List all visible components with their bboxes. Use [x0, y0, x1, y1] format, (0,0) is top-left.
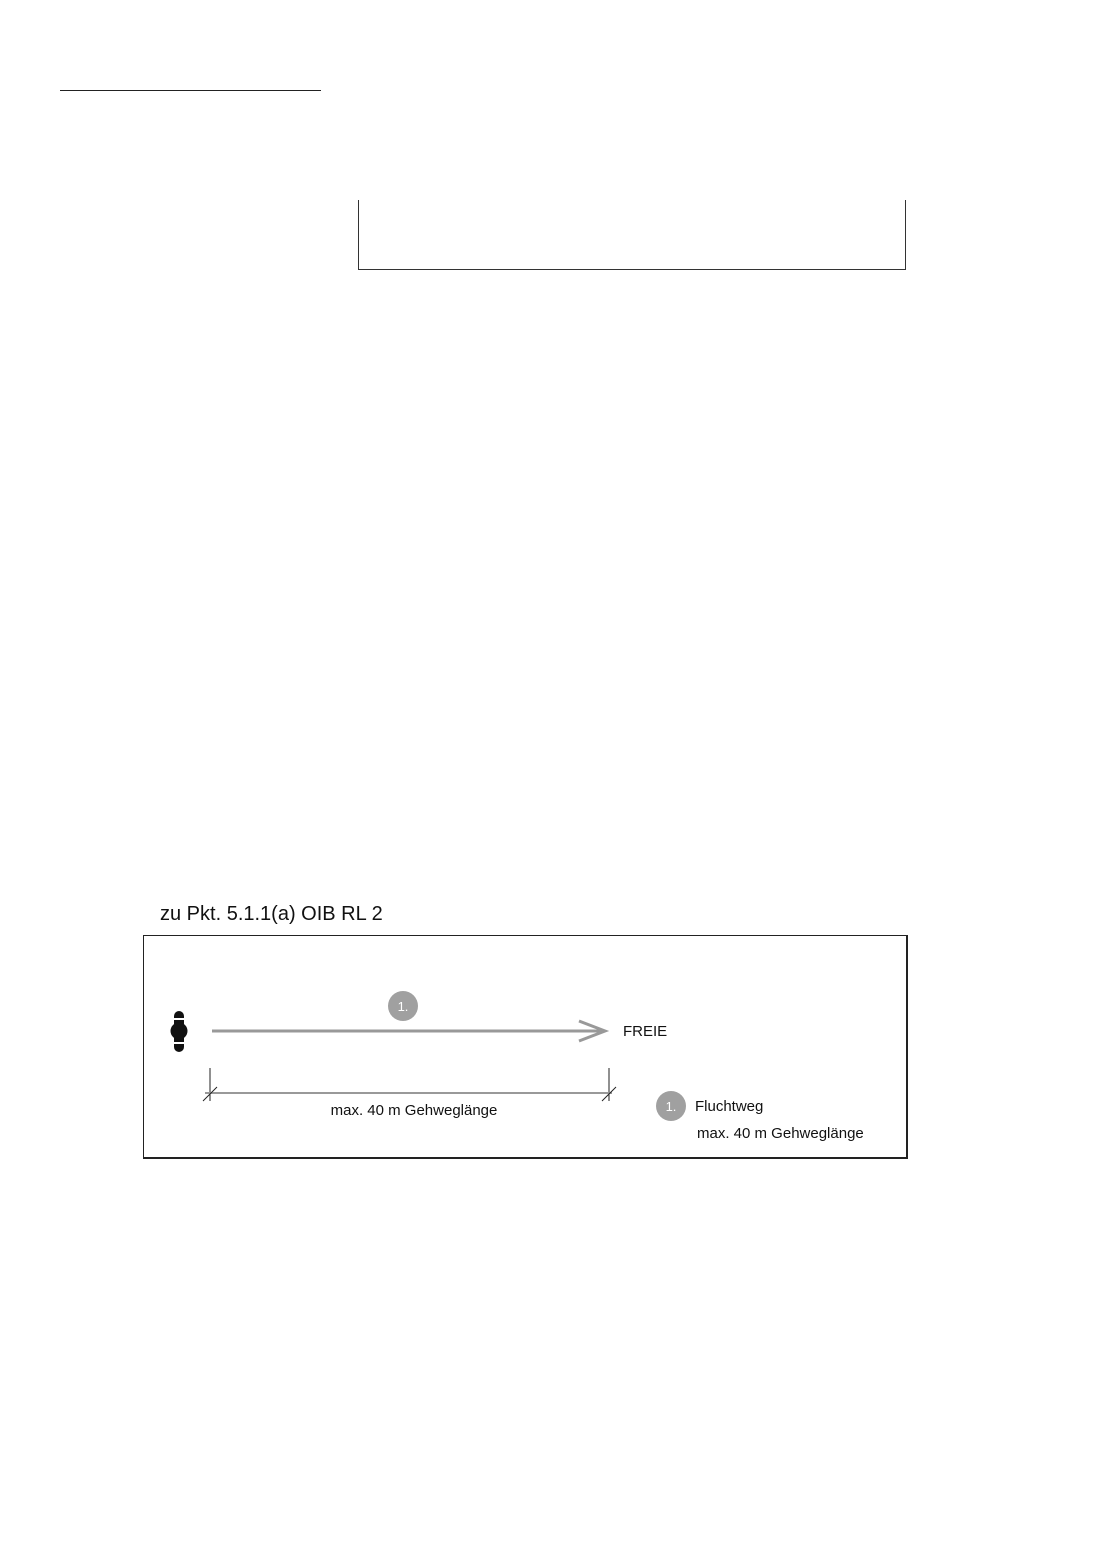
legend-detail: max. 40 m Gehweglänge: [697, 1125, 864, 1142]
step-marker-label: 1.: [397, 999, 409, 1014]
figure-caption: zu Pkt. 5.1.1(a) OIB RL 2: [160, 903, 383, 925]
escape-route-arrow: [212, 1021, 605, 1041]
dimension-line: [203, 1068, 616, 1101]
person-icon: [171, 1011, 188, 1052]
dimension-label: max. 40 m Gehweglänge: [330, 1102, 498, 1119]
step-marker-badge: [388, 991, 418, 1021]
destination-label: FREIE: [623, 1023, 668, 1040]
legend-marker-label: 1.: [665, 1099, 677, 1114]
legend: [656, 1091, 864, 1142]
legend-title: Fluchtweg: [695, 1098, 764, 1115]
